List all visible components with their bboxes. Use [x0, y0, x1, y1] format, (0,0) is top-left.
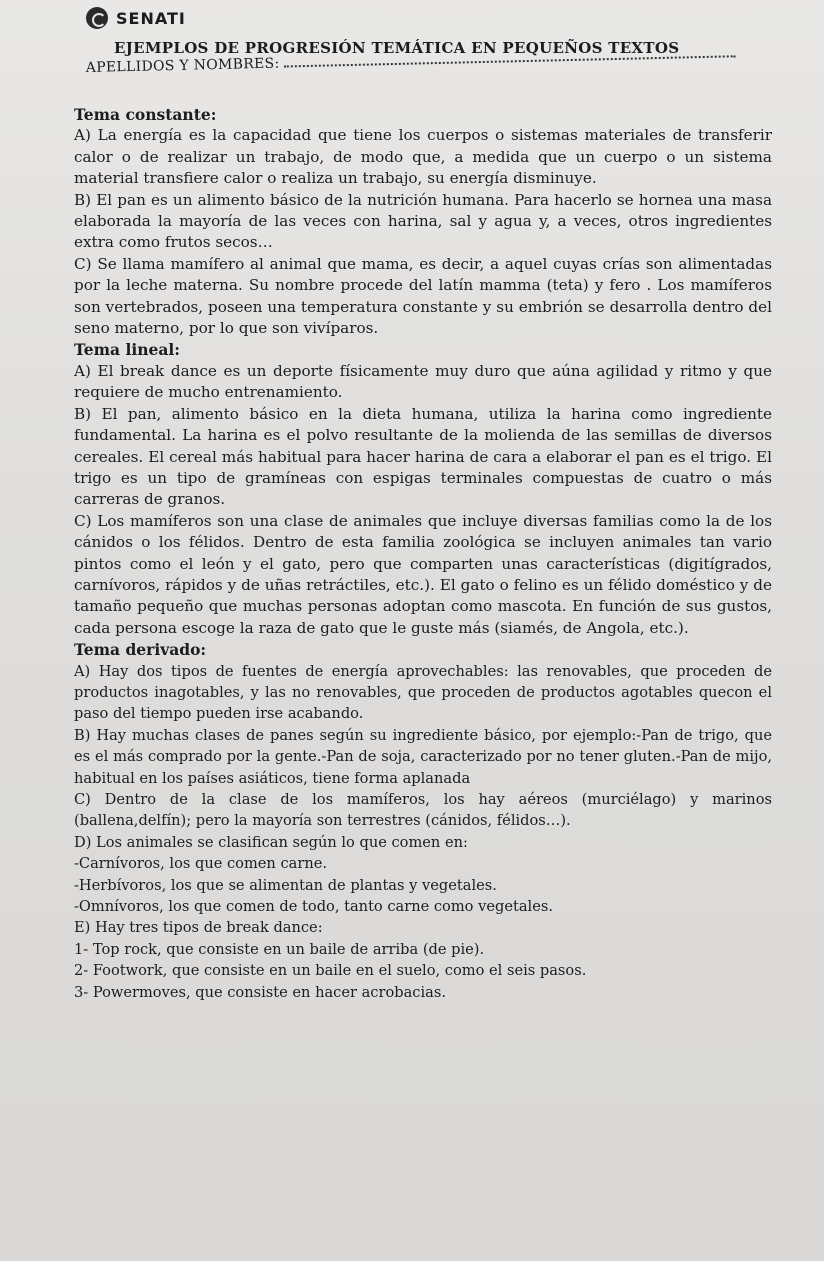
- section-title: Tema lineal:: [74, 340, 181, 360]
- paragraph: C) Dentro de la clase de los mamíferos, los hay aéreos (murciélago) y marinos (ballena,delfín); pero la mayoría son terrestres (cánidos, félidos…).: [74, 791, 772, 830]
- paragraph: A) El break dance es un deporte físicamente muy duro que aúna agilidad y ritmo y que requiere de mucho entrenamiento.: [74, 361, 772, 402]
- paragraph: D) Los animales se clasifican según lo que comen en:: [74, 833, 468, 851]
- logo-text: SENATI: [116, 8, 186, 28]
- list-item: -Carnívoros, los que comen carne.: [74, 855, 327, 873]
- document-body: [74, 104, 772, 1003]
- list-item: 2- Footwork, que consiste en un baile en el suelo, como el seis pasos.: [74, 962, 587, 980]
- names-label: APELLIDOS Y NOMBRES:: [85, 55, 280, 76]
- list-item: 1- Top rock, que consiste en un baile de arriba (de pie).: [74, 940, 485, 958]
- section-tema-lineal: [74, 339, 772, 639]
- section-tema-derivado: [74, 639, 772, 1003]
- paragraph: B) Hay muchas clases de panes según su ingrediente básico, por ejemplo:-Pan de trigo, que es el más comprado por la gente.-Pan de soja, caracterizado por no tener gluten.-Pan de mijo, habitual en los países asiáticos, tiene forma aplanada: [74, 726, 772, 787]
- paragraph: A) Hay dos tipos de fuentes de energía aprovechables: las renovables, que proceden de productos inagotables, y las no renovables, que proceden de productos agotables quecon el paso del tiempo pueden irse acabando.: [74, 662, 772, 723]
- list-item: -Omnívoros, los que comen de todo, tanto carne como vegetales.: [74, 898, 553, 916]
- senati-logo: [86, 7, 186, 29]
- paragraph: C) Los mamíferos son una clase de animales que incluye diversas familias como la de los cánidos o los félidos. Dentro de esta familia zoológica se incluyen animales tan vario pintos como el león y el gato, pero que comparten unas características (digitígrados, carnívoros, rápidos y de uñas retráctiles, etc.). El gato o felino es un félido doméstico y de tamaño pequeño que muchas personas adoptan como mascota. En función de sus gustos, cada persona escoge la raza de gato que le guste más (siamés, de Angola, etc.).: [74, 511, 772, 637]
- document-title: EJEMPLOS DE PROGRESIÓN TEMÁTICA EN PEQUEÑOS TEXTOS: [114, 39, 680, 57]
- paragraph: E) Hay tres tipos de break dance:: [74, 919, 323, 937]
- names-blank-line: [284, 55, 736, 67]
- paragraph: C) Se llama mamífero al animal que mama, es decir, a aquel cuyas crías son alimentadas por la leche materna. Su nombre procede del latín mamma (teta) y fero . Los mamíferos son vertebrados, poseen una temperatura constante y su embrión se desarrolla dentro del seno materno, por lo que son vivíparos.: [74, 254, 772, 338]
- section-title: Tema constante:: [74, 105, 217, 124]
- list-item: 3- Powermoves, que consiste en hacer acrobacias.: [74, 983, 446, 1001]
- paragraph: B) El pan es un alimento básico de la nutrición humana. Para hacerlo se hornea una masa elaborada la mayoría de las veces con harina, sal y agua y, a veces, otros ingredientes extra como frutos secos…: [74, 190, 772, 252]
- senati-logo-icon: [86, 7, 108, 29]
- section-tema-constante: [74, 104, 772, 339]
- list-item: -Herbívoros, los que se alimentan de plantas y vegetales.: [74, 876, 497, 894]
- paragraph: B) El pan, alimento básico en la dieta humana, utiliza la harina como ingrediente fundamental. La harina es el polvo resultante de la molienda de las semillas de diversos cereales. El cereal más habitual para hacer harina de cara a elaborar el pan es el trigo. El trigo es un tipo de gramíneas con espigas terminales compuestas de cuatro o más carreras de granos.: [74, 404, 772, 509]
- paragraph: A) La energía es la capacidad que tiene los cuerpos o sistemas materiales de transferir calor o de realizar un trabajo, de modo que, a medida que un cuerpo o un sistema material transfiere calor o realiza un trabajo, su energía disminuye.: [74, 126, 772, 188]
- section-title: Tema derivado:: [74, 640, 207, 660]
